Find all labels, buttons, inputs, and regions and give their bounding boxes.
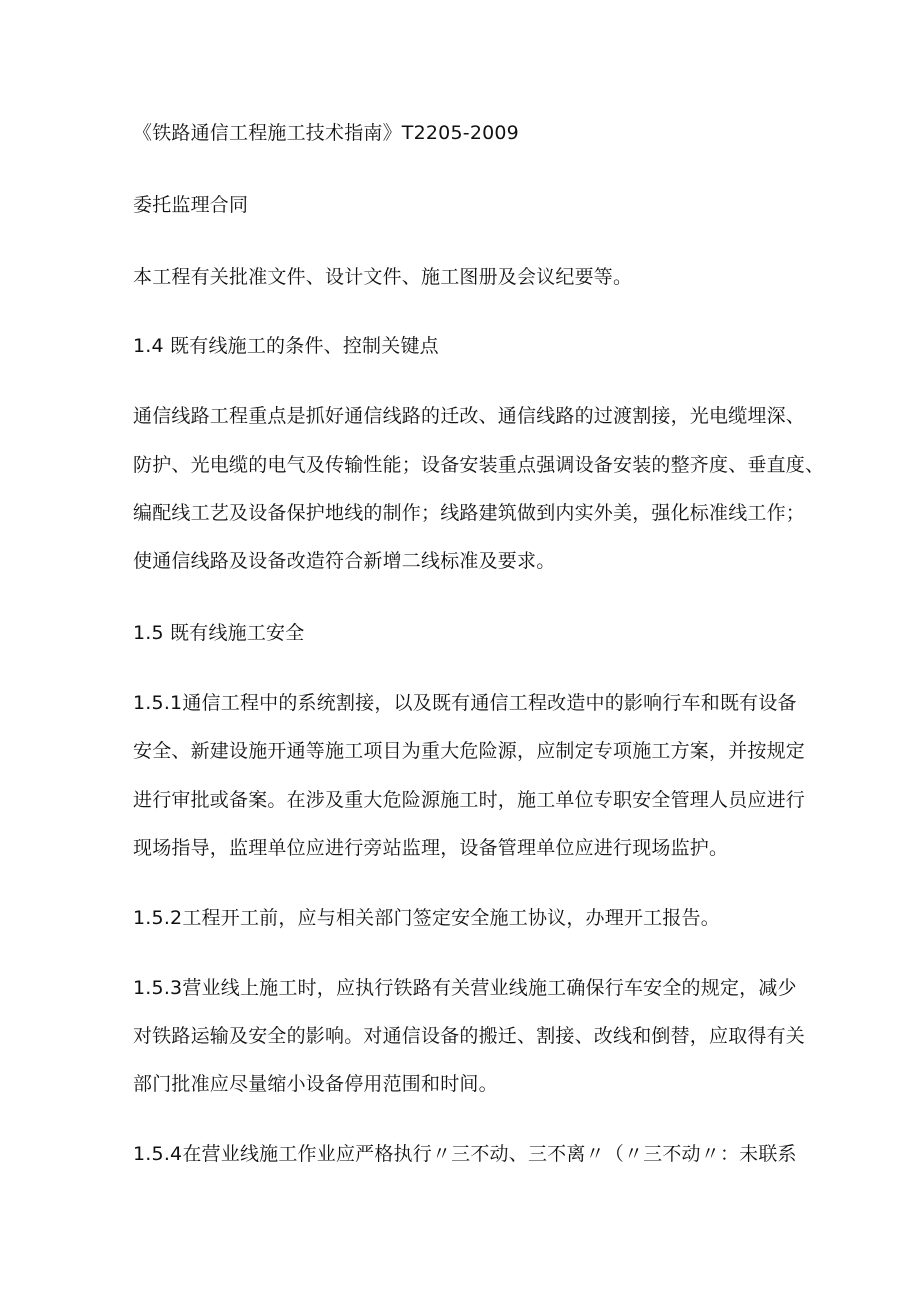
section-1-4-line: 编配线工艺及设备保护地线的制作；线路建筑做到内实外美，强化标准线工作；: [133, 502, 806, 524]
item-1-5-1-line: 1.5.1通信工程中的系统割接，以及既有通信工程改造中的影响行车和既有设备: [133, 692, 797, 714]
item-1-5-2-line: 1.5.2工程开工前，应与相关部门签定安全施工协议，办理开工报告。: [133, 907, 720, 929]
reference-line: 《铁路通信工程施工技术指南》T2205-2009: [133, 122, 519, 144]
section-1-5-title: 1.5 既有线施工安全: [133, 622, 305, 644]
contract-line: 委托监理合同: [133, 194, 249, 216]
item-1-5-3-line: 1.5.3营业线上施工时，应执行铁路有关营业线施工确保行车安全的规定，减少: [133, 977, 797, 999]
item-1-5-1-line: 安全、新建设施开通等施工项目为重大危险源，应制定专项施工方案，并按规定: [133, 740, 806, 762]
documents-line: 本工程有关批准文件、设计文件、施工图册及会议纪要等。: [133, 266, 633, 288]
item-1-5-1-line: 进行审批或备案。在涉及重大危险源施工时，施工单位专职安全管理人员应进行: [133, 789, 806, 811]
section-1-4-title: 1.4 既有线施工的条件、控制关键点: [133, 335, 439, 357]
section-1-4-line: 防护、光电缆的电气及传输性能；设备安装重点强调设备安装的整齐度、垂直度、: [133, 454, 825, 476]
item-1-5-1-line: 现场指导，监理单位应进行旁站监理，设备管理单位应进行现场监护。: [133, 837, 729, 859]
item-1-5-3-line: 对铁路运输及安全的影响。对通信设备的搬迁、割接、改线和倒替，应取得有关: [133, 1025, 806, 1047]
section-1-4-line: 通信线路工程重点是抓好通信线路的迁改、通信线路的过渡割接，光电缆埋深、: [133, 405, 806, 427]
item-1-5-3-line: 部门批准应尽量缩小设备停用范围和时间。: [133, 1073, 498, 1095]
item-1-5-4-line: 1.5.4在营业线施工作业应严格执行〃三不动、三不离〃（〃三不动〃：未联系: [133, 1143, 797, 1165]
section-1-4-line: 使通信线路及设备改造符合新增二线标准及要求。: [133, 550, 556, 572]
